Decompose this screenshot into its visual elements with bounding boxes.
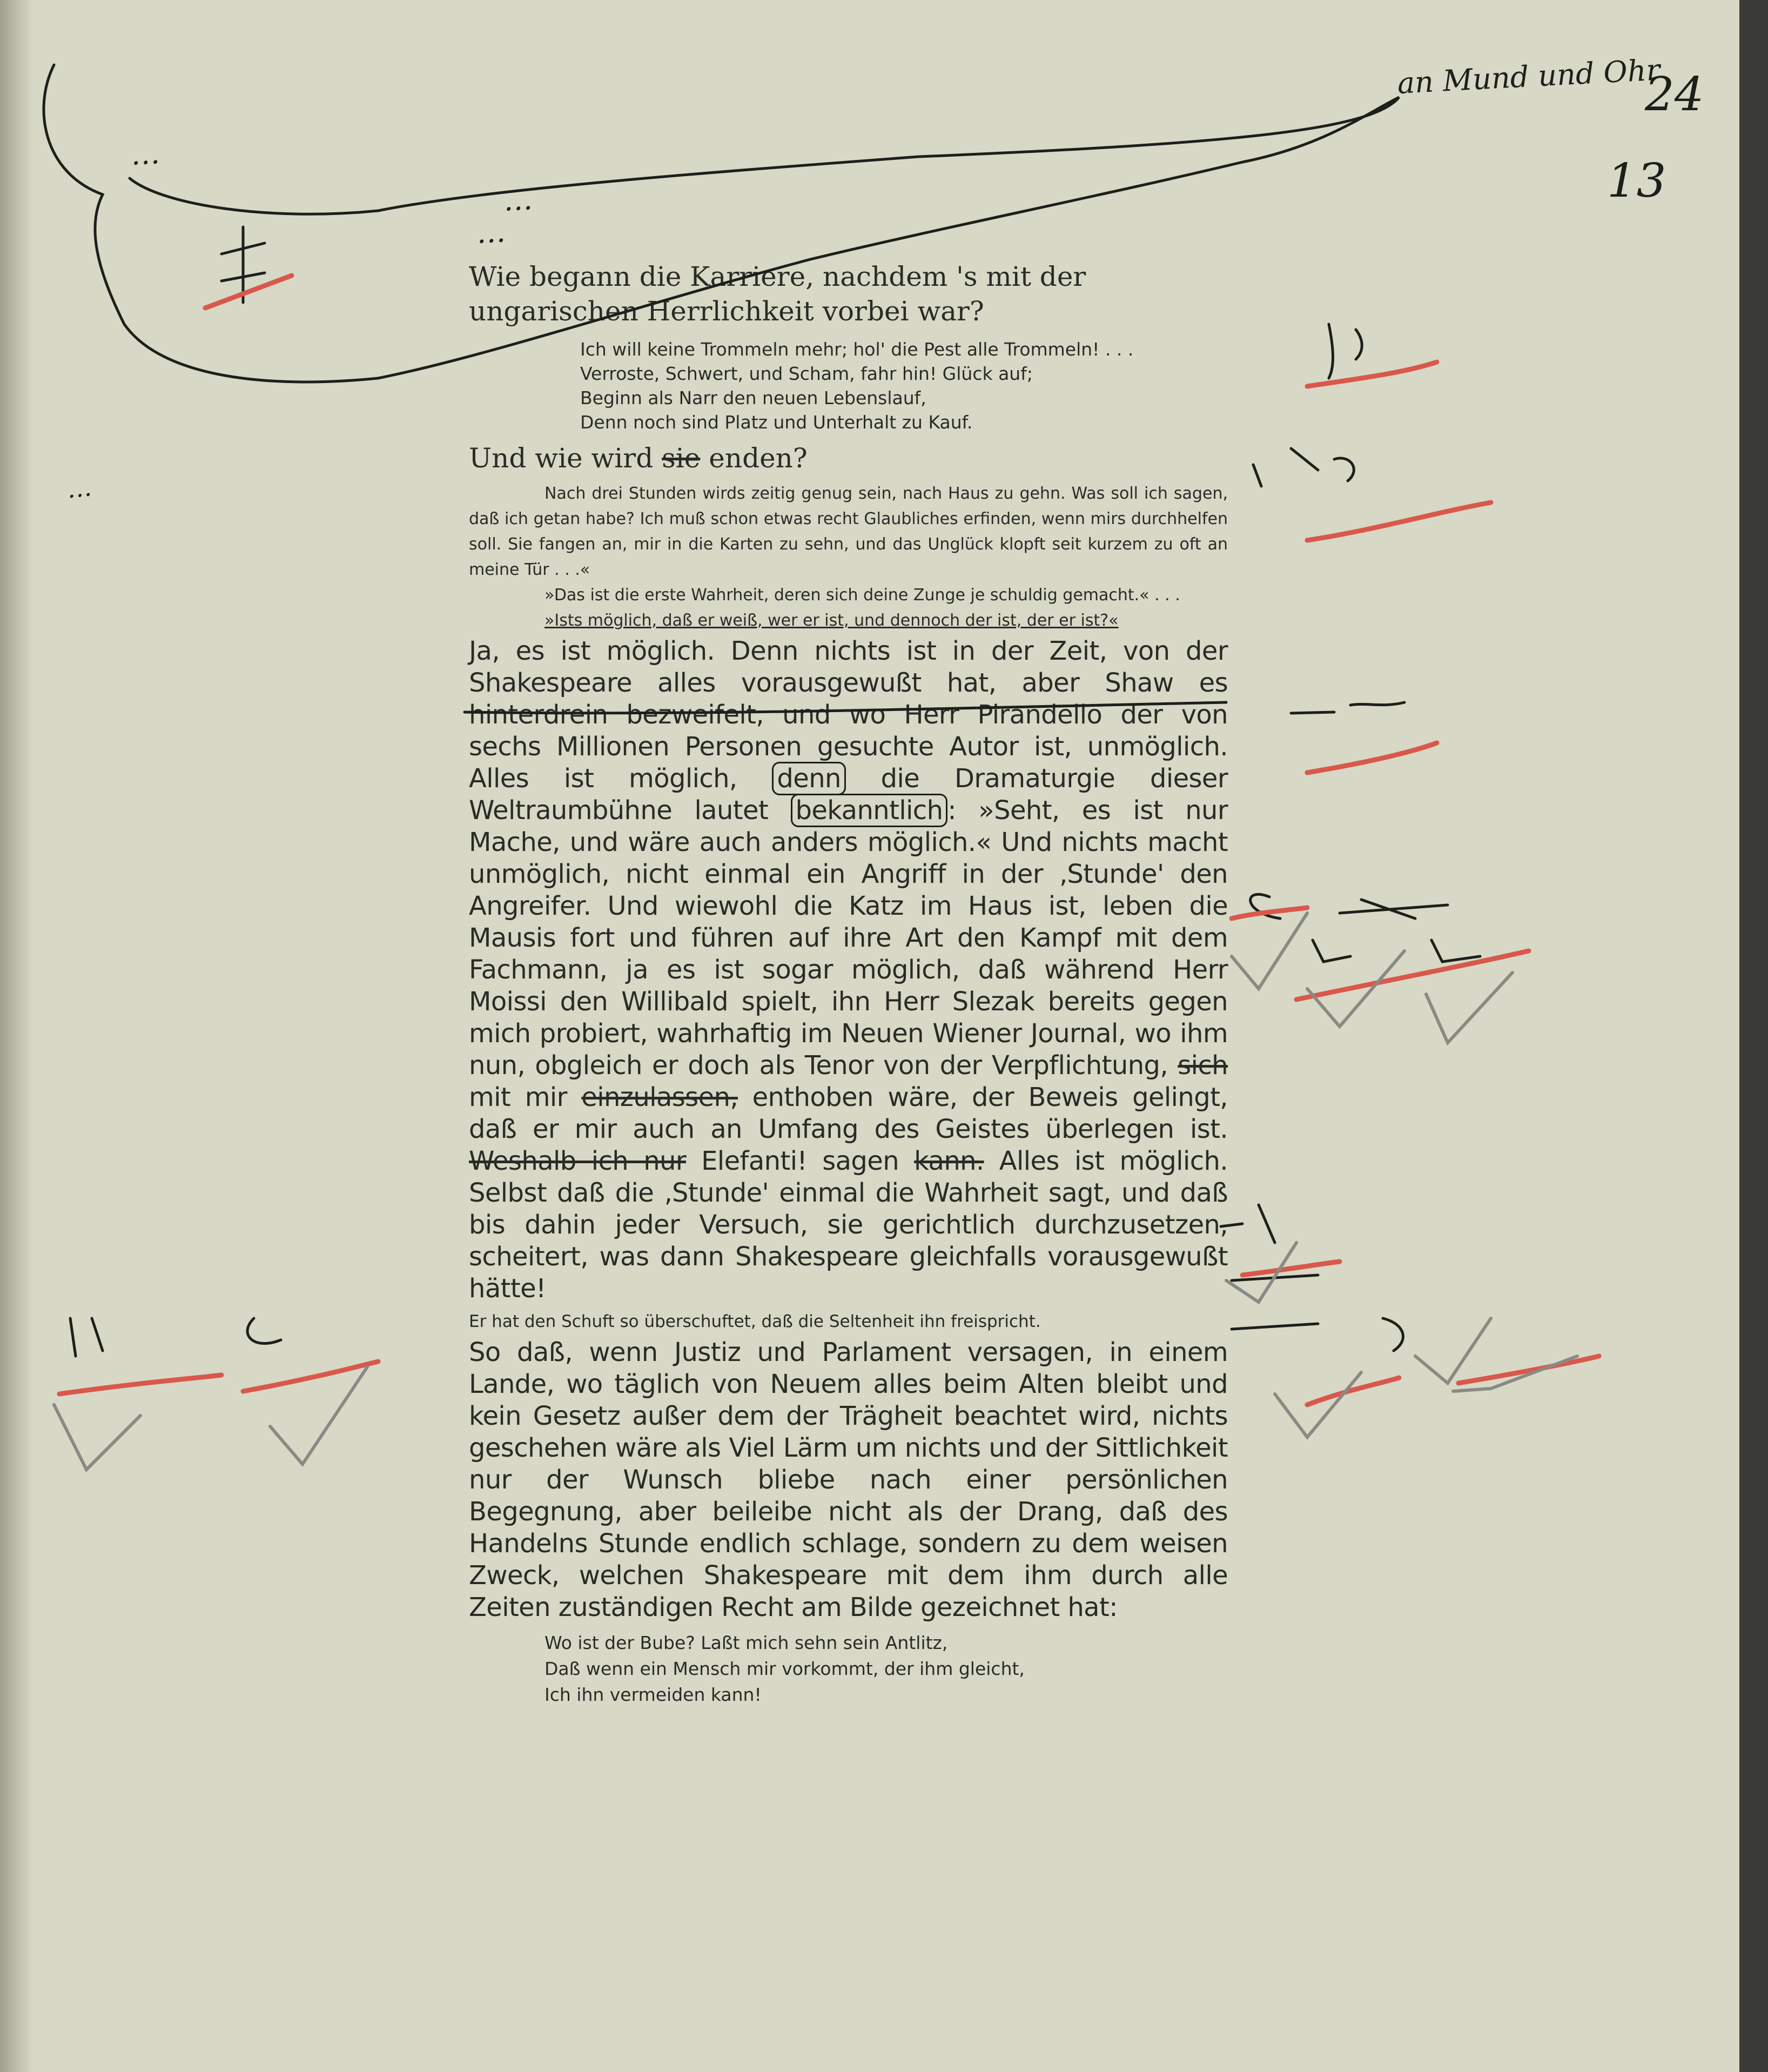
margin-mark-dash bbox=[1291, 702, 1404, 713]
struck-word-sich: sich bbox=[1178, 1050, 1228, 1081]
para1-text-e: enthoben wäre, der Beweis gelingt, daß er mir auch an Umfang des Geistes überlegen ist. bbox=[469, 1082, 1228, 1144]
verse-line: Wo ist der Bube? Laßt mich sehn sein Antlitz, bbox=[544, 1632, 948, 1653]
insertion-loop-line bbox=[44, 65, 1399, 382]
red-pencil-mark bbox=[1307, 362, 1437, 386]
red-pencil-mark bbox=[59, 1375, 221, 1394]
red-pencil-mark bbox=[243, 1362, 378, 1391]
text-underline bbox=[465, 702, 1226, 713]
margin-mark-swash bbox=[1251, 894, 1448, 918]
left-margin-note: … bbox=[65, 472, 93, 504]
para1-text-f: Elefanti! sagen bbox=[701, 1146, 899, 1176]
handwritten-note-line-4: … bbox=[475, 214, 507, 250]
question-end-start: Und wie wird bbox=[469, 442, 654, 474]
question-career: Wie begann die Karriere, nachdem 's mit der ungarischen Herrlichkeit vorbei war? bbox=[469, 261, 1086, 327]
struck-word-sie: sie bbox=[662, 442, 701, 474]
margin-mark-left-loop bbox=[247, 1318, 281, 1343]
para1-text-a: Ja, es ist möglich. Denn nichts ist in der Zeit, von der Shakespeare alles vorausgewußt hat, aber Shaw es hinterdrein bezweifelt, und wo Herr Pirandello der von sechs Millionen Personen gesuchte Autor ist, unmöglich. Alles ist möglich, bbox=[469, 636, 1228, 794]
red-pencil-mark bbox=[1242, 1262, 1340, 1275]
handwritten-note-line-1: an Mund und Ohr bbox=[1396, 52, 1661, 100]
verse-line: Daß wenn ein Mensch mir vorkommt, der ihm gleicht, bbox=[544, 1658, 1025, 1679]
red-pencil-mark bbox=[1307, 502, 1491, 540]
page-number: 24 bbox=[1645, 68, 1704, 122]
gray-checkmark bbox=[1426, 973, 1512, 1043]
verse-line: Verroste, Schwert, und Scham, fahr hin! Glück auf; bbox=[580, 363, 1033, 384]
quote-paragraph-3: »Ists möglich, daß er weiß, wer er ist, und dennoch der ist, der er ist?« bbox=[544, 611, 1119, 630]
circled-word-denn: denn bbox=[772, 762, 845, 795]
handwritten-note-line-2: … bbox=[130, 136, 161, 172]
struck-phrase-weshalb: Weshalb ich nur bbox=[469, 1146, 687, 1176]
red-pencil-mark bbox=[1307, 743, 1437, 773]
question-end-finish: enden? bbox=[709, 442, 808, 474]
para1-text-c: : »Seht, es ist nur Mache, und wäre auch anders möglich.« Und nichts macht unmöglich, nicht einmal ein Angriff in der ‚Stunde' den Angreifer. Und wiewohl die Katz im Haus ist, leben die Mausis fort und führen auf ihre Art den Kampf mit dem Fachmann, ja es ist sogar möglich, daß während Herr Moissi den Willibald spielt, ihn Herr Slezak bereits gegen mich probiert, wahrhaftig im Neuen Wiener Journal, wo ihm nun, obgleich er doch als Tenor von der Verpflichtung, bbox=[469, 795, 1228, 1081]
margin-mark-4 bbox=[1221, 1205, 1275, 1243]
struck-word-einzulassen: einzulassen, bbox=[581, 1082, 738, 1112]
gray-checkmark bbox=[54, 1405, 140, 1470]
quote-paragraph-1: Nach drei Stunden wirds zeitig genug sein, nach Haus zu gehn. Was soll ich sagen, daß ich getan habe? Ich muß schon etwas recht Glaubliches erfinden, wenn mirs durchhelfen soll. Sie fangen an, mir in die Karten zu sehn, und das Unglück klopft seit kurzem zu oft an meine Tür . . .« bbox=[469, 484, 1228, 579]
circled-word-bekanntlich: bekanntlich bbox=[791, 794, 948, 827]
insertion-bracket bbox=[1232, 1275, 1403, 1351]
interjection-line: Er hat den Schuft so überschuftet, daß die Seltenheit ihn freispricht. bbox=[469, 1312, 1041, 1331]
quote-paragraph-2: »Das ist die erste Wahrheit, deren sich deine Zunge je schuldig gemacht.« . . . bbox=[544, 586, 1180, 605]
para1-text-d: mit mir bbox=[469, 1082, 567, 1112]
gray-checkmark bbox=[1415, 1318, 1491, 1383]
main-paragraph-2: So daß, wenn Justiz und Parlament versagen, in einem Lande, wo täglich von Neuem alles beim Alten bleibt und kein Gesetz außer dem der Trägheit beachtet wird, nichts geschehen wäre als Viel Lärm um nichts und der Sittlichkeit nur der Wunsch bliebe nach einer persönlichen Begegnung, aber beileibe nicht als der Drang, daß des Handelns Stunde endlich schlage, sondern zu dem weisen Zweck, welchen Shakespeare mit dem ihm durch alle Zeiten zuständigen Recht am Bilde gezeichnet hat: bbox=[469, 1337, 1228, 1622]
gray-checkmark bbox=[1275, 1372, 1361, 1437]
struck-word-kann: kann. bbox=[914, 1146, 984, 1176]
folio-mark: 13 bbox=[1607, 154, 1666, 208]
para1-text-b: die Dramaturgie dieser Weltraumbühne lautet bbox=[469, 763, 1228, 826]
margin-mark-h bbox=[1253, 448, 1354, 486]
verse-line: Beginn als Narr den neuen Lebenslauf, bbox=[580, 387, 926, 408]
red-pencil-mark bbox=[1458, 1356, 1599, 1383]
margin-mark-ich bbox=[1329, 324, 1362, 378]
gray-checkmark bbox=[1232, 913, 1307, 989]
margin-mark-left-17 bbox=[70, 1318, 103, 1356]
para1-text-g: Alles ist möglich. Selbst daß die ‚Stunde' einmal die Wahrheit sagt, und daß bis dahin jeder Versuch, sie gerichtlich durchzusetzen, scheitert, was dann Shakespeare gleichfalls vorausgewußt hätte! bbox=[469, 1146, 1228, 1304]
verse-line: Ich will keine Trommeln mehr; hol' die Pest alle Trommeln! . . . bbox=[580, 339, 1134, 360]
red-pencil-mark bbox=[205, 276, 292, 308]
verse-line: Ich ihn vermeiden kann! bbox=[544, 1684, 762, 1705]
handwritten-note-line-3: … bbox=[502, 182, 534, 218]
verse-line: Denn noch sind Platz und Unterhalt zu Kauf. bbox=[580, 412, 973, 433]
